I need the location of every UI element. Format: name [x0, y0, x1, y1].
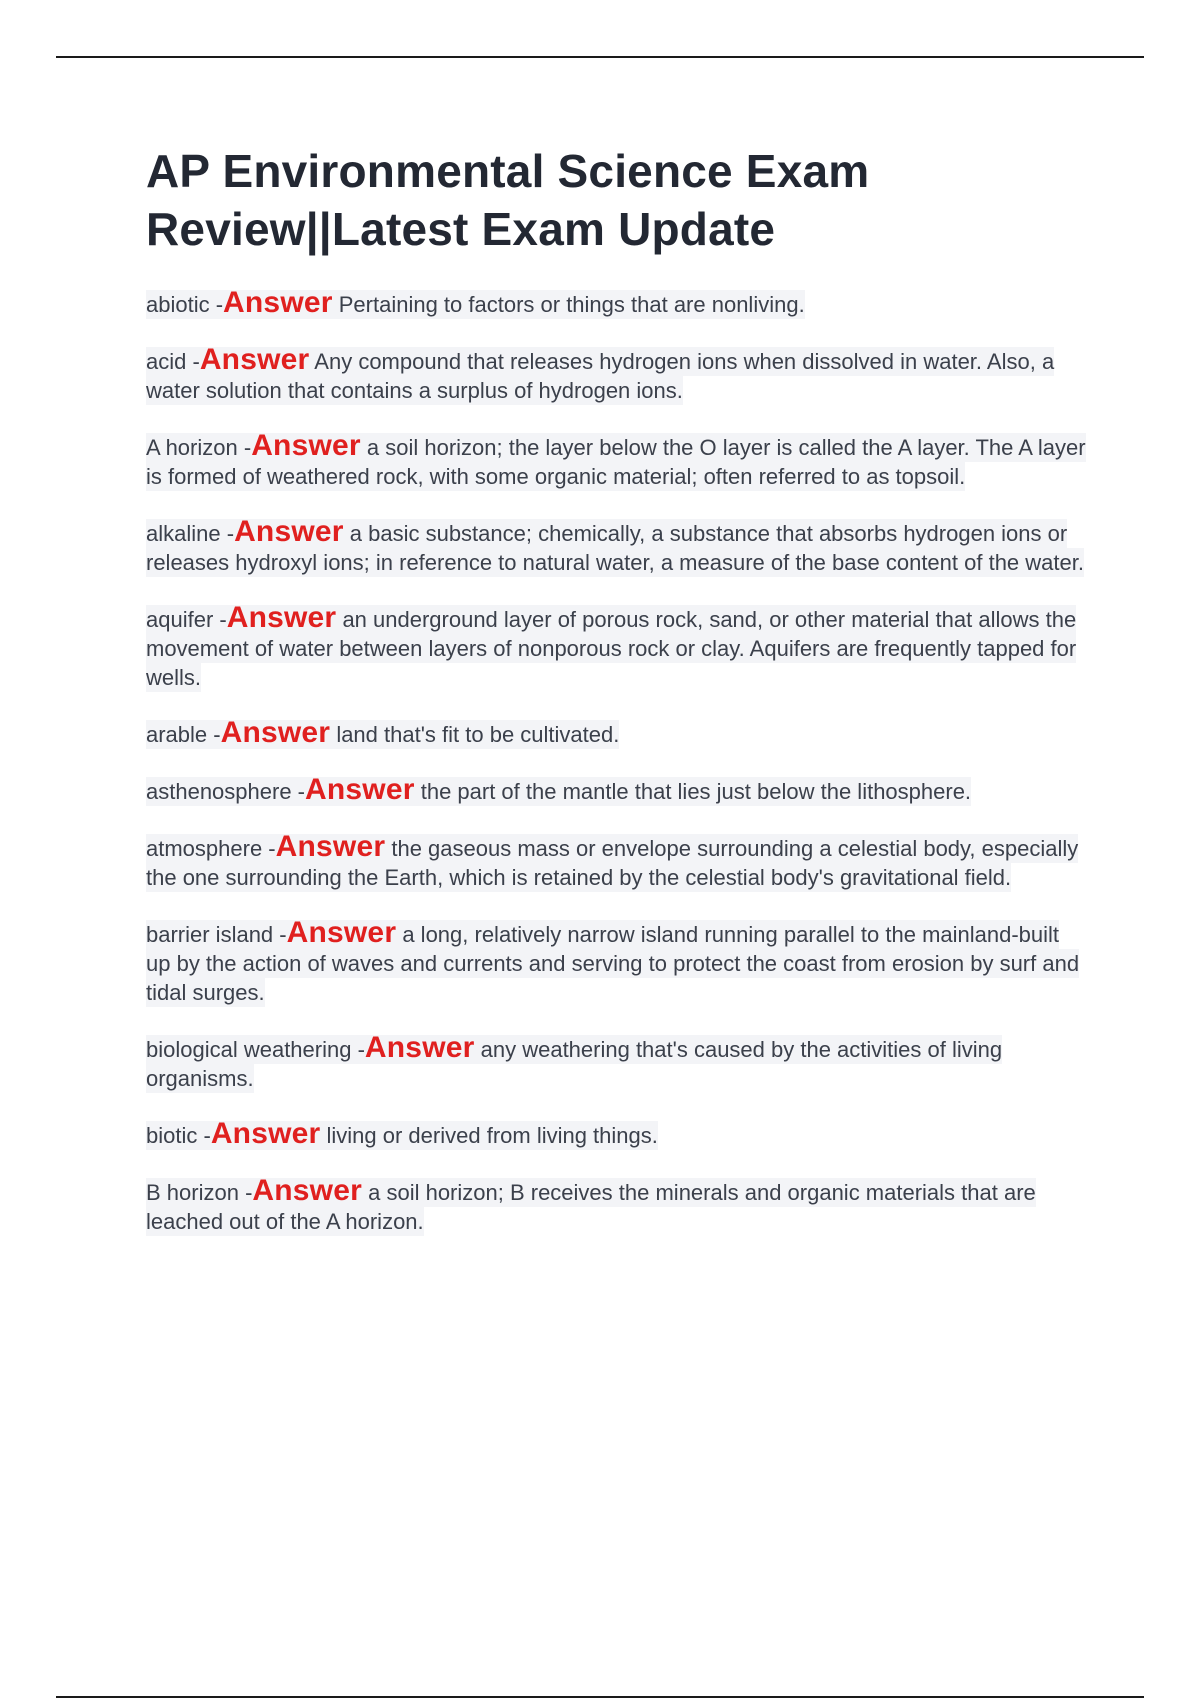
bottom-divider — [56, 1696, 1144, 1698]
answer-label: Answer — [286, 916, 397, 949]
entry-separator: - — [220, 521, 235, 546]
answer-label: Answer — [251, 429, 361, 462]
answer-label: Answer — [226, 601, 337, 634]
entry-separator: - — [273, 922, 287, 947]
answer-label: Answer — [210, 1117, 321, 1150]
entry-separator: - — [351, 1037, 365, 1062]
entry-term: A horizon — [146, 435, 238, 460]
glossary-entry — [146, 288, 1086, 319]
entry-term: alkaline — [146, 521, 221, 546]
glossary-entry — [146, 431, 1086, 491]
entry-separator: - — [207, 722, 221, 747]
answer-label: Answer — [275, 830, 386, 863]
answer-label: Answer — [234, 515, 344, 548]
entry-term: aquifer — [146, 607, 214, 632]
entry-definition: the gaseous mass or envelope surrounding a celestial body, especially the one surrounding the Earth, which is retained by the celestial body's gravitational field. — [146, 836, 1079, 890]
answer-label: Answer — [252, 1174, 362, 1207]
entry-definition: an underground layer of porous rock, sand, or other material that allows the movement of water between layers of nonporous rock or clay. Aquifers are frequently tapped for wells. — [146, 607, 1077, 690]
entry-separator: - — [291, 779, 306, 804]
glossary-entry — [146, 832, 1086, 892]
answer-label: Answer — [223, 286, 333, 319]
glossary-list — [146, 288, 1086, 1236]
document-title: AP Environmental Science Exam Review||Latest Exam Update — [146, 145, 870, 255]
entry-separator: - — [238, 1180, 253, 1205]
glossary-entry — [146, 603, 1086, 692]
glossary-entry — [146, 517, 1086, 577]
answer-label: Answer — [305, 773, 415, 806]
glossary-entry — [146, 718, 1086, 749]
entry-separator: - — [209, 292, 224, 317]
entry-definition: Any compound that releases hydrogen ions when dissolved in water. Also, a water solution that contains a surplus of hydrogen ions. — [146, 349, 1055, 403]
glossary-entry — [146, 345, 1086, 405]
entry-definition: any weathering that's caused by the activities of living organisms. — [146, 1037, 1003, 1091]
glossary-entry — [146, 1033, 1086, 1093]
entry-separator: - — [197, 1123, 211, 1148]
glossary-entry — [146, 1176, 1086, 1236]
entry-term: B horizon — [146, 1180, 239, 1205]
entry-term: abiotic — [146, 292, 210, 317]
entry-definition: a basic substance; chemically, a substance that absorbs hydrogen ions or releases hydroxyl ions; in reference to natural water, a measure of the base content of the water. — [146, 521, 1084, 575]
entry-separator: - — [262, 836, 276, 861]
entry-term: biotic — [146, 1123, 198, 1148]
entry-definition: Pertaining to factors or things that are nonliving. — [338, 292, 805, 317]
answer-label: Answer — [364, 1031, 475, 1064]
answer-label: Answer — [199, 343, 310, 376]
top-divider — [56, 56, 1144, 58]
entry-definition: land that's fit to be cultivated. — [336, 722, 620, 747]
answer-label: Answer — [220, 716, 331, 749]
document-body — [146, 142, 1086, 1262]
entry-separator: - — [237, 435, 252, 460]
glossary-entry — [146, 918, 1086, 1007]
entry-term: biological weathering — [146, 1037, 352, 1062]
entry-definition: the part of the mantle that lies just below the lithosphere. — [420, 779, 972, 804]
entry-definition: living or derived from living things. — [326, 1123, 658, 1148]
entry-term: acid — [146, 349, 187, 374]
entry-definition: a soil horizon; B receives the minerals and organic materials that are leached out of the A horizon. — [146, 1180, 1036, 1234]
entry-separator: - — [213, 607, 227, 632]
entry-separator: - — [186, 349, 200, 374]
entry-definition: a long, relatively narrow island running parallel to the mainland-built up by the action of waves and currents and serving to protect the coast from erosion by surf and tidal surges. — [146, 922, 1080, 1005]
entry-term: asthenosphere — [146, 779, 292, 804]
glossary-entry — [146, 1119, 1086, 1150]
entry-term: atmosphere — [146, 836, 263, 861]
entry-term: arable — [146, 722, 208, 747]
glossary-entry — [146, 775, 1086, 806]
entry-definition: a soil horizon; the layer below the O layer is called the A layer. The A layer is formed of weathered rock, with some organic material; often referred to as topsoil. — [146, 435, 1086, 489]
entry-term: barrier island — [146, 922, 274, 947]
